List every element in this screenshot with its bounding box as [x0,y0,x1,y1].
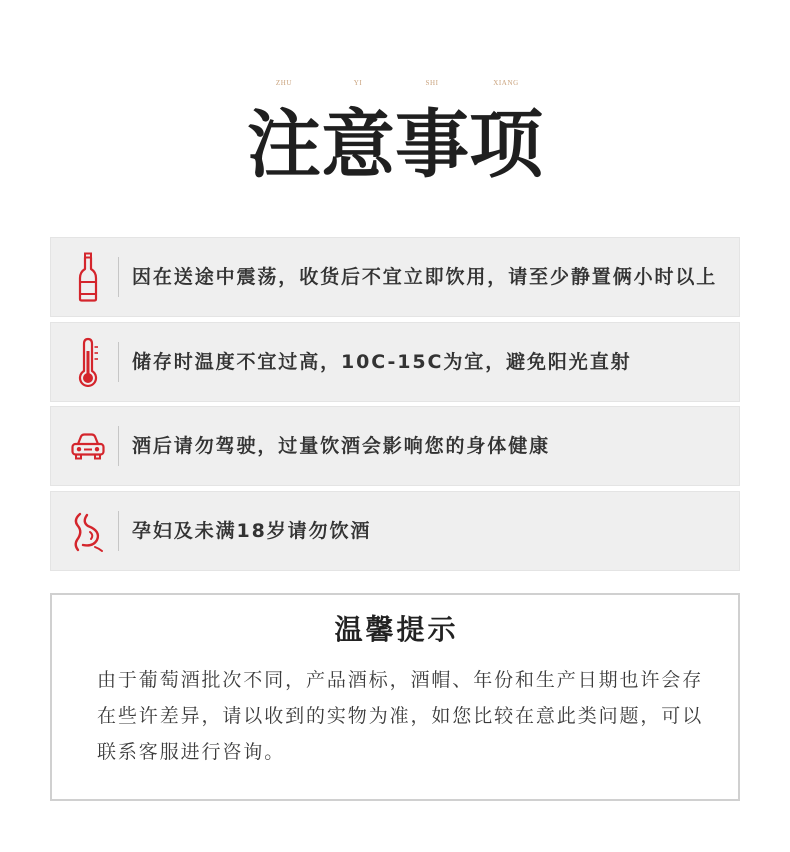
title-pinyin-syllable: XIANG [493,79,519,87]
notice-divider [118,511,119,551]
tips-line: 联系客服进行咨询。 [97,741,286,763]
notice-text: 储存时温度不宜过高，10C-15C为宜，避免阳光直射 [132,351,632,373]
notice-divider [118,426,119,466]
tips-line: 由于葡萄酒批次不同，产品酒标，酒帽、年份和生产日期也许会存 [97,669,704,691]
notice-row [50,406,740,486]
notice-divider [118,257,119,297]
thermometer-icon [70,337,106,387]
notice-text: 孕妇及未满18岁请勿饮酒 [132,520,372,542]
tips-panel [50,593,740,801]
title-pinyin-syllable: SHI [425,79,439,87]
title-pinyin-syllable: ZHU [275,79,293,87]
notice-row [50,491,740,571]
notice-row [50,322,740,402]
page-title: 注意事项 [247,102,543,188]
notice-divider [118,342,119,382]
notice-text: 因在送途中震荡，收货后不宜立即饮用，请至少静置俩小时以上 [132,266,718,288]
notice-row [50,237,740,317]
wine-bottle-icon [70,252,106,302]
notice-text: 酒后请勿驾驶，过量饮酒会影响您的身体健康 [132,435,551,457]
pregnant-woman-icon [70,506,106,556]
tips-line: 在些许差异，请以收到的实物为准，如您比较在意此类问题，可以 [97,705,704,727]
car-icon [70,421,106,471]
title-pinyin [247,77,543,89]
tips-title: 温馨提示 [334,613,459,646]
title-pinyin-syllable: YI [353,79,363,87]
